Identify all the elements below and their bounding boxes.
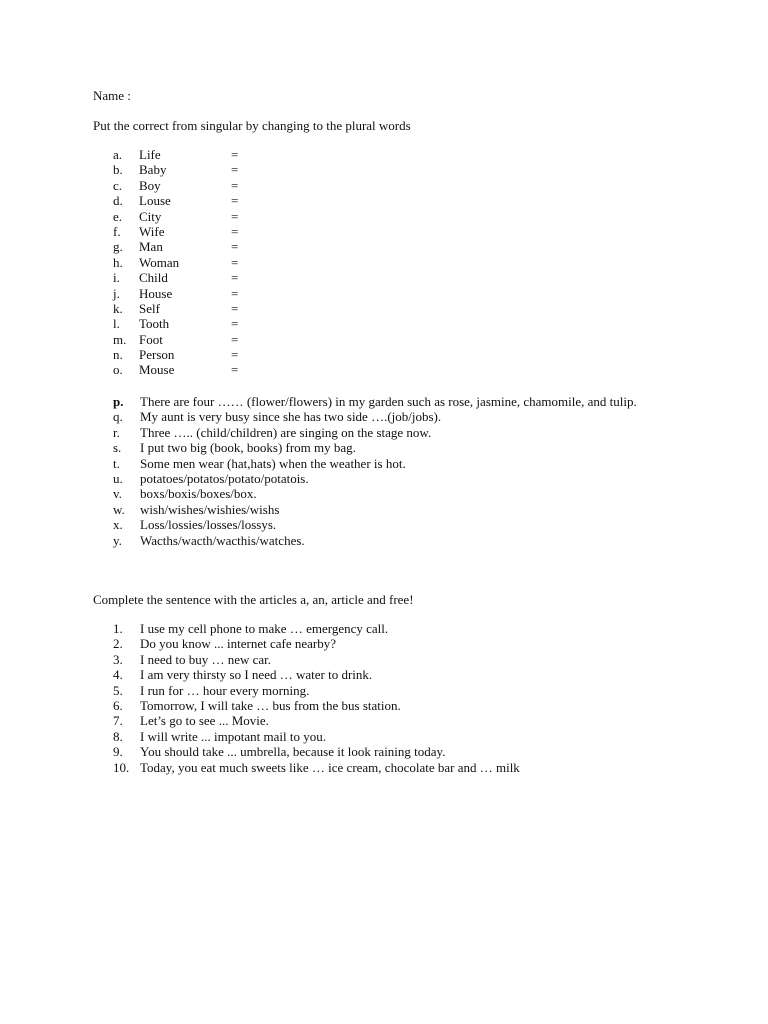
item-marker: r.	[113, 424, 120, 440]
choice-sentence: wish/wishes/wishies/wishs	[140, 501, 280, 517]
singular-word: House	[139, 285, 173, 301]
item-marker: p.	[113, 394, 124, 409]
equals-sign: =	[231, 331, 239, 347]
item-number: 8.	[113, 728, 123, 744]
singular-word: Mouse	[139, 362, 175, 378]
item-marker: l.	[113, 316, 120, 332]
item-number: 2.	[113, 636, 123, 652]
item-number: 4.	[113, 667, 123, 683]
article-sentence: Let’s go to see ... Movie.	[140, 713, 269, 729]
item-marker: c.	[113, 177, 123, 193]
item-marker: d.	[113, 193, 123, 209]
equals-sign: =	[231, 208, 239, 224]
singular-word: Woman	[139, 254, 180, 270]
equals-sign: =	[231, 147, 239, 162]
item-marker: u.	[113, 470, 123, 486]
item-number: 9.	[113, 744, 123, 760]
singular-word: City	[139, 208, 162, 224]
equals-sign: =	[231, 362, 239, 378]
singular-word: Wife	[139, 223, 165, 239]
equals-sign: =	[231, 193, 239, 209]
item-number: 3.	[113, 651, 123, 667]
item-marker: j.	[113, 285, 120, 301]
singular-word: Man	[139, 239, 163, 255]
item-marker: f.	[113, 223, 121, 239]
item-number: 5.	[113, 682, 123, 698]
singular-word: Baby	[139, 162, 167, 178]
singular-word: Louse	[139, 193, 171, 209]
item-marker: o.	[113, 362, 123, 378]
choice-sentence: potatoes/potatos/potato/potatois.	[140, 470, 309, 486]
item-marker: x.	[113, 517, 123, 533]
section1-instruction: Put the correct from singular by changing to the plural words	[93, 118, 411, 133]
item-number: 7.	[113, 713, 123, 729]
choice-sentence: Some men wear (hat,hats) when the weather is hot.	[140, 455, 406, 471]
article-sentence: Tomorrow, I will take … bus from the bus station.	[140, 697, 401, 713]
singular-word: Person	[139, 347, 175, 363]
choice-sentence: Loss/lossies/losses/lossys.	[140, 517, 277, 533]
choice-sentence: I put two big (book, books) from my bag.	[140, 440, 356, 456]
item-marker: q.	[113, 409, 123, 425]
item-number: 10.	[113, 759, 130, 775]
item-marker: w.	[113, 501, 125, 517]
equals-sign: =	[231, 162, 239, 178]
choice-sentence: My aunt is very busy since she has two side ….(job/jobs).	[140, 409, 442, 425]
article-sentence: You should take ... umbrella, because it look raining today.	[140, 744, 446, 760]
item-marker: n.	[113, 347, 123, 363]
item-marker: i.	[113, 270, 120, 286]
singular-word: Foot	[139, 331, 163, 347]
item-marker: y.	[113, 532, 122, 548]
equals-sign: =	[231, 223, 239, 239]
choice-sentence: boxs/boxis/boxes/box.	[140, 486, 257, 502]
equals-sign: =	[231, 270, 239, 286]
singular-word: Life	[139, 147, 161, 162]
item-marker: e.	[113, 208, 123, 224]
singular-word: Self	[139, 300, 160, 316]
item-marker: k.	[113, 300, 123, 316]
item-marker: m.	[113, 331, 127, 347]
equals-sign: =	[231, 300, 239, 316]
article-sentence: I am very thirsty so I need … water to drink.	[140, 667, 373, 683]
article-sentence: I will write ... impotant mail to you.	[140, 728, 326, 744]
item-marker: g.	[113, 239, 123, 255]
section2-instruction: Complete the sentence with the articles a, an, article and free!	[93, 592, 414, 607]
equals-sign: =	[231, 177, 239, 193]
article-sentence: I run for … hour every morning.	[140, 682, 310, 698]
equals-sign: =	[231, 254, 239, 270]
article-sentence: I use my cell phone to make … emergency call.	[140, 621, 389, 636]
item-number: 1.	[113, 621, 123, 636]
choice-sentence: Three ….. (child/children) are singing on the stage now.	[140, 424, 432, 440]
item-marker: t.	[113, 455, 120, 471]
name-label: Name :	[93, 88, 131, 103]
article-sentence: I need to buy … new car.	[140, 651, 272, 667]
singular-word: Tooth	[139, 316, 170, 332]
equals-sign: =	[231, 347, 239, 363]
article-sentence: Do you know ... internet cafe nearby?	[140, 636, 337, 652]
choice-sentence: There are four …… (flower/flowers) in my garden such as rose, jasmine, chamomile, and tulip.	[140, 394, 637, 409]
item-number: 6.	[113, 697, 123, 713]
item-marker: a.	[113, 147, 123, 162]
singular-word: Child	[139, 270, 168, 286]
item-marker: b.	[113, 162, 123, 178]
article-sentence: Today, you eat much sweets like … ice cream, chocolate bar and … milk	[140, 759, 520, 775]
choice-sentence: Wacths/wacth/wacthis/watches.	[140, 532, 305, 548]
item-marker: h.	[113, 254, 123, 270]
item-marker: s.	[113, 440, 122, 456]
equals-sign: =	[231, 239, 239, 255]
equals-sign: =	[231, 316, 239, 332]
item-marker: v.	[113, 486, 122, 502]
singular-word: Boy	[139, 177, 161, 193]
equals-sign: =	[231, 285, 239, 301]
